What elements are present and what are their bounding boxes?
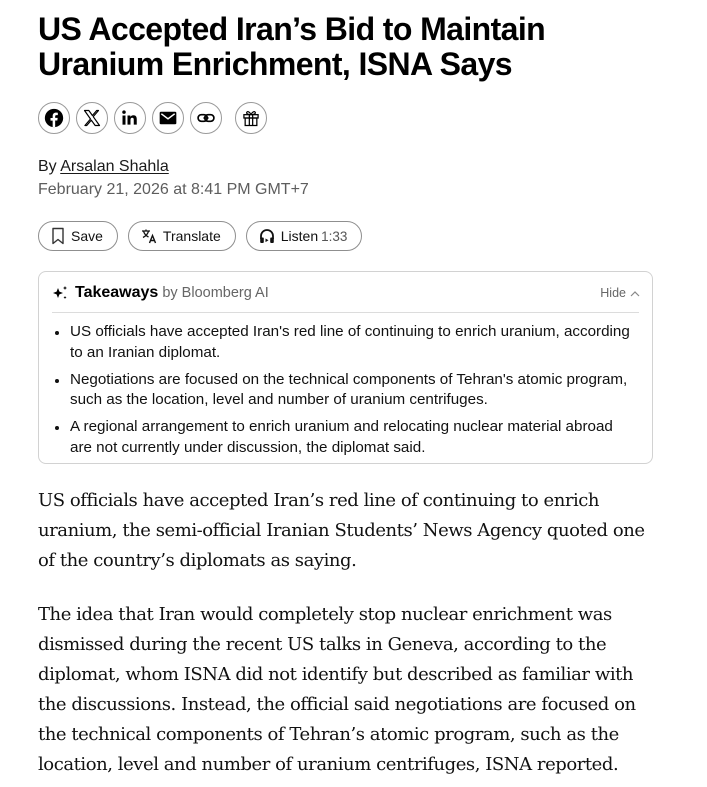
gift-icon (241, 108, 261, 128)
hide-label: Hide (600, 286, 626, 300)
email-icon (158, 108, 178, 128)
takeaway-item (52, 370, 637, 411)
bullet-icon (55, 331, 59, 335)
linkedin-icon (120, 108, 140, 128)
translate-icon (141, 228, 157, 244)
save-button[interactable] (38, 221, 118, 251)
share-linkedin-button[interactable] (114, 102, 146, 134)
author-link[interactable]: Arsalan Shahla (60, 158, 169, 175)
sparkle-icon (52, 285, 69, 301)
headphones-icon (259, 228, 275, 244)
share-facebook-button[interactable] (38, 102, 70, 134)
takeaways-panel (38, 271, 653, 464)
x-icon (82, 108, 102, 128)
takeaways-divider (52, 312, 639, 313)
gift-article-button[interactable] (235, 102, 267, 134)
byline-prefix: By (38, 158, 61, 175)
translate-button[interactable] (128, 221, 236, 251)
listen-label: Listen (280, 228, 319, 244)
takeaways-title: Takeaways (75, 284, 159, 301)
save-label: Save (71, 228, 103, 244)
byline (38, 158, 169, 176)
takeaways-header (52, 284, 269, 302)
takeaways-attribution: by Bloomberg AI (162, 285, 269, 301)
share-bar (38, 102, 267, 134)
article-paragraph: The idea that Iran would completely stop nuclear enrichment was dismissed during the recent US talks in Geneva, according to the diplomat, whom ISNA did not identify but described as familiar with the discussions. Instead, the official said negotiations are focused on the technical components of Tehran’s atomic program, such as the location, level and number of uranium centrifuges, ISNA reported. (38, 604, 636, 775)
takeaway-item (52, 417, 637, 458)
chevron-up-icon (630, 290, 640, 297)
share-x-button[interactable] (76, 102, 108, 134)
bullet-icon (55, 426, 59, 430)
publish-date: February 21, 2026 at 8:41 PM GMT+7 (38, 181, 309, 198)
facebook-icon (44, 108, 64, 128)
article-paragraph: US officials have accepted Iran’s red line of continuing to enrich uranium, the semi-official Iranian Students’ News Agency quoted one of the country’s diplomats as saying. (38, 490, 645, 571)
takeaway-text: A regional arrangement to enrich uranium and relocating nuclear material abroad are not currently under discussion, the diplomat said. (70, 418, 613, 456)
link-icon (196, 108, 216, 128)
share-email-button[interactable] (152, 102, 184, 134)
takeaways-list (52, 322, 637, 465)
hide-takeaways-button[interactable] (600, 286, 640, 300)
bookmark-icon (51, 227, 65, 245)
listen-duration: 1:33 (321, 228, 348, 244)
listen-button[interactable] (246, 221, 363, 251)
copy-link-button[interactable] (190, 102, 222, 134)
takeaway-text: Negotiations are focused on the technical components of Tehran's atomic program, such as the location, level and number of uranium centrifuges. (70, 370, 628, 408)
translate-label: Translate (162, 228, 221, 244)
takeaway-item (52, 322, 637, 363)
takeaway-text: US officials have accepted Iran's red line of continuing to enrich uranium, according to an Iranian diplomat. (70, 323, 630, 361)
bullet-icon (55, 379, 59, 383)
article-actions (38, 221, 362, 251)
article-headline: US Accepted Iran’s Bid to Maintain Uranium Enrichment, ISNA Says (38, 11, 546, 82)
